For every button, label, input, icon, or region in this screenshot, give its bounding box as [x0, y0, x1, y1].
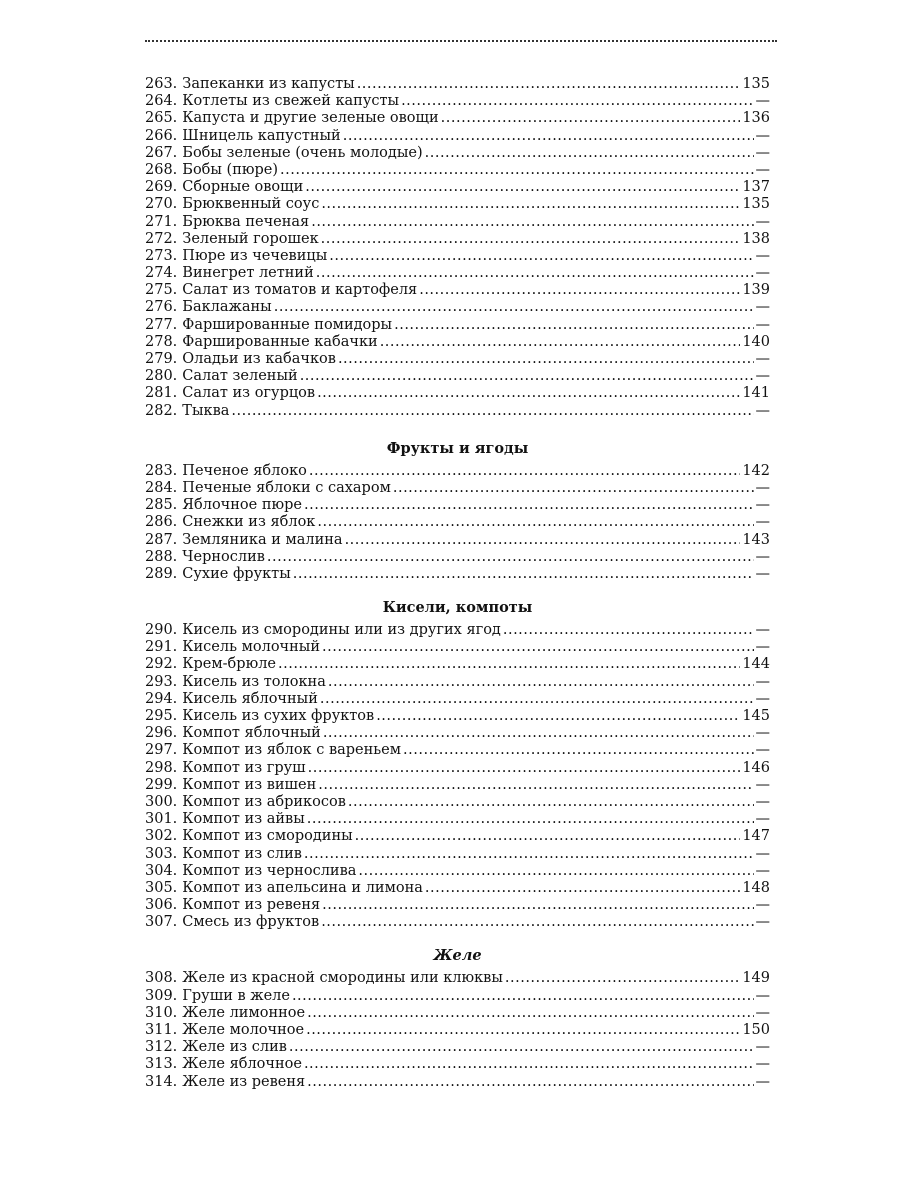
entry-title: Чернослив [182, 548, 265, 565]
entry-number: 293. [145, 673, 178, 690]
entry-page-number: 143 [742, 531, 770, 548]
entry-number: 283. [145, 462, 178, 479]
toc-entry [145, 282, 770, 299]
entry-page-number: — [755, 265, 770, 282]
entry-number: 302. [145, 828, 178, 845]
entry-page-number: — [755, 742, 770, 759]
toc-entry [145, 1056, 770, 1073]
entry-number: 295. [145, 708, 178, 724]
entry-title: Кисель яблочный [182, 690, 318, 707]
dot-leader [316, 265, 754, 282]
entry-title: Компот из яблок с вареньем [182, 742, 402, 759]
entry-title: Крем-брюле [182, 656, 276, 673]
entry-page-number: — [755, 897, 770, 914]
toc-entry [145, 656, 770, 673]
dot-leader [300, 368, 754, 385]
dot-leader [419, 282, 740, 299]
entry-page-number: 141 [742, 385, 770, 402]
dot-leader [328, 674, 754, 691]
entry-number: 297. [145, 742, 178, 759]
entry-number: 265. [145, 110, 178, 127]
entry-title: Пюре из чечевицы [182, 247, 328, 264]
entry-title: Тыква [182, 402, 230, 419]
toc-entry [145, 317, 770, 334]
top-dotted-rule [145, 40, 777, 42]
dot-leader [307, 1005, 753, 1022]
entry-page-number: — [755, 565, 770, 582]
toc-entry [145, 299, 770, 316]
entry-number: 291. [145, 639, 178, 656]
entry-page-number: — [755, 793, 770, 810]
entry-number: 277. [145, 316, 178, 333]
entry-title: Салат из огурцов [182, 385, 316, 402]
entry-number: 292. [145, 656, 178, 673]
entry-page-number: — [755, 351, 770, 367]
entry-title: Брюквенный соус [182, 196, 320, 213]
entry-number: 280. [145, 368, 178, 385]
entry-number: 267. [145, 144, 178, 161]
entry-page-number: — [755, 497, 770, 514]
dot-leader [321, 196, 740, 213]
entry-title: Фаршированные помидоры [182, 316, 393, 333]
entry-number: 263. [145, 76, 178, 92]
entry-title: Компот из вишен [182, 776, 317, 793]
entry-title: Сборные овощи [182, 179, 304, 196]
entry-page-number: — [755, 1039, 770, 1056]
dot-leader [322, 639, 753, 656]
entry-number: 271. [145, 213, 178, 230]
toc-entry [145, 162, 770, 179]
entry-page-number: 136 [742, 110, 770, 127]
toc-entry [145, 76, 770, 93]
entry-title: Баклажаны [182, 299, 272, 316]
entry-page-number: — [755, 144, 770, 161]
dot-leader [231, 403, 753, 420]
dot-leader [293, 566, 754, 583]
entry-title: Компот из чернослива [182, 862, 357, 879]
toc-entry [145, 988, 770, 1005]
toc-entry [145, 863, 770, 880]
toc-entry [145, 334, 770, 351]
toc-entry [145, 480, 770, 497]
entry-page-number: — [755, 479, 770, 496]
toc-entry [145, 351, 770, 368]
dot-leader [401, 93, 753, 110]
dot-leader [317, 385, 740, 402]
entry-number: 264. [145, 93, 178, 110]
entry-title: Капуста и другие зеленые овощи [182, 110, 439, 127]
entry-page-number: — [755, 247, 770, 264]
toc-entry [145, 145, 770, 162]
entry-number: 287. [145, 531, 178, 548]
entry-number: 294. [145, 690, 178, 707]
entry-title: Желе из слив [182, 1039, 287, 1056]
entry-number: 282. [145, 402, 178, 419]
toc-entry [145, 231, 770, 248]
entry-title: Оладьи из кабачков [182, 351, 336, 367]
entry-title: Желе яблочное [182, 1056, 302, 1073]
dot-leader [358, 863, 753, 880]
entry-title: Винегрет летний [182, 265, 314, 282]
toc-entry [145, 725, 770, 742]
dot-leader [280, 162, 753, 179]
dot-leader [376, 708, 740, 725]
toc-entry [145, 385, 770, 402]
dot-leader [322, 897, 753, 914]
toc-entry [145, 691, 770, 708]
dot-leader [307, 1074, 753, 1091]
entry-title: Компот из апельсина и лимона [182, 879, 423, 896]
entry-number: 314. [145, 1073, 178, 1090]
entry-page-number: — [755, 368, 770, 385]
entry-page-number: — [755, 1004, 770, 1021]
entry-number: 275. [145, 282, 178, 299]
entry-title: Земляника и малина [182, 531, 343, 548]
entry-title: Компот из ревеня [182, 897, 321, 914]
entry-title: Компот из груш [182, 759, 306, 776]
toc-entry [145, 1005, 770, 1022]
entry-page-number: — [755, 514, 770, 531]
toc-entry [145, 110, 770, 127]
entry-number: 290. [145, 622, 178, 639]
entry-page-number: 135 [742, 76, 770, 92]
entry-number: 308. [145, 970, 178, 987]
entry-title: Фаршированные кабачки [182, 333, 378, 350]
dot-leader [403, 742, 753, 759]
dot-leader [343, 128, 754, 145]
entry-number: 274. [145, 265, 178, 282]
toc-entry [145, 760, 770, 777]
entry-number: 272. [145, 230, 178, 247]
toc-entry [145, 463, 770, 480]
dot-leader [441, 110, 741, 127]
entry-page-number: — [755, 402, 770, 419]
entry-title: Котлеты из свежей капусты [182, 93, 400, 110]
toc-entry [145, 897, 770, 914]
dot-leader [308, 760, 741, 777]
entry-number: 309. [145, 987, 178, 1004]
entry-page-number: 148 [742, 879, 770, 896]
entry-page-number: 138 [742, 230, 770, 247]
entry-page-number: — [755, 776, 770, 793]
entry-page-number: — [755, 622, 770, 639]
dot-leader [292, 988, 754, 1005]
toc-entry [145, 639, 770, 656]
entry-title: Шницель капустный [182, 127, 341, 144]
dot-leader [320, 691, 754, 708]
dot-leader [289, 1039, 754, 1056]
entry-page-number: 135 [742, 196, 770, 213]
entry-title: Сухие фрукты [182, 565, 291, 582]
entry-page-number: — [755, 548, 770, 565]
entry-page-number: — [755, 161, 770, 178]
entry-number: 299. [145, 776, 178, 793]
toc-entry [145, 497, 770, 514]
entry-number: 289. [145, 565, 178, 582]
toc-entry [145, 970, 770, 987]
entry-page-number: 147 [742, 828, 770, 845]
entry-number: 279. [145, 351, 178, 367]
entry-page-number: 146 [742, 759, 770, 776]
entry-number: 284. [145, 479, 178, 496]
entry-number: 273. [145, 247, 178, 264]
toc-entry [145, 777, 770, 794]
entry-title: Бобы (пюре) [182, 161, 279, 178]
dot-leader [304, 497, 754, 514]
toc-entry [145, 128, 770, 145]
entry-title: Яблочное пюре [182, 497, 302, 514]
section-heading: Желе [433, 947, 482, 965]
entry-page-number: 144 [742, 656, 770, 673]
entry-number: 311. [145, 1022, 178, 1038]
entry-title: Снежки из яблок [182, 514, 316, 531]
entry-title: Желе лимонное [182, 1004, 306, 1021]
entry-title: Груши в желе [182, 987, 290, 1004]
toc-entry [145, 179, 770, 196]
entry-page-number: — [755, 690, 770, 707]
entry-number: 285. [145, 497, 178, 514]
entry-page-number: — [755, 725, 770, 742]
entry-title: Печеные яблоки с сахаром [182, 479, 391, 496]
dot-leader [304, 1056, 754, 1073]
dot-leader [306, 1022, 740, 1039]
entry-page-number: — [755, 93, 770, 110]
dot-leader [345, 532, 741, 549]
entry-number: 312. [145, 1039, 178, 1056]
toc-entry [145, 93, 770, 110]
dot-leader [278, 656, 740, 673]
entry-page-number: — [755, 1073, 770, 1090]
dot-leader [307, 811, 754, 828]
dot-leader [355, 828, 741, 845]
entry-title: Кисель молочный [182, 639, 321, 656]
toc-entry [145, 828, 770, 845]
entry-title: Желе из ревеня [182, 1073, 306, 1090]
entry-number: 303. [145, 845, 178, 862]
entry-number: 268. [145, 161, 178, 178]
toc-entry [145, 914, 770, 931]
entry-number: 288. [145, 548, 178, 565]
entry-page-number: — [755, 299, 770, 316]
toc-entry [145, 368, 770, 385]
toc-entry [145, 214, 770, 231]
entry-number: 306. [145, 897, 178, 914]
dot-leader [267, 549, 754, 566]
dot-leader [348, 794, 754, 811]
entry-page-number: — [755, 914, 770, 931]
dot-leader [304, 846, 754, 863]
toc-entry [145, 532, 770, 549]
toc-entry [145, 742, 770, 759]
entry-page-number: — [755, 127, 770, 144]
entry-page-number: 145 [742, 708, 770, 724]
dot-leader [323, 725, 754, 742]
dot-leader [274, 299, 754, 316]
entry-number: 266. [145, 127, 178, 144]
entry-page-number: 142 [742, 462, 770, 479]
entry-title: Салат зеленый [182, 368, 298, 385]
toc-entry [145, 846, 770, 863]
dot-leader [317, 514, 753, 531]
entry-title: Кисель из толокна [182, 673, 326, 690]
entry-number: 307. [145, 914, 178, 931]
table-of-contents [145, 76, 770, 1091]
entry-title: Брюква печеная [182, 213, 310, 230]
dot-leader [321, 231, 741, 248]
toc-entry [145, 622, 770, 639]
entry-page-number: 140 [742, 333, 770, 350]
entry-page-number: — [755, 316, 770, 333]
toc-entry [145, 196, 770, 213]
entry-page-number: 149 [742, 970, 770, 987]
entry-number: 298. [145, 759, 178, 776]
section-heading: Фрукты и ягоды [386, 439, 529, 457]
entry-title: Компот яблочный [182, 725, 321, 742]
toc-entry [145, 1022, 770, 1039]
toc-entry [145, 566, 770, 583]
entry-title: Желе молочное [182, 1022, 305, 1038]
entry-number: 305. [145, 879, 178, 896]
entry-number: 281. [145, 385, 178, 402]
dot-leader [321, 914, 753, 931]
entry-page-number: — [755, 862, 770, 879]
dot-leader [338, 351, 754, 368]
toc-entry [145, 1039, 770, 1056]
entry-title: Компот из смородины [182, 828, 353, 845]
dot-leader [503, 622, 754, 639]
dot-leader [309, 463, 740, 480]
entry-page-number: — [755, 845, 770, 862]
entry-number: 296. [145, 725, 178, 742]
entry-number: 276. [145, 299, 178, 316]
dot-leader [380, 334, 741, 351]
dot-leader [394, 317, 753, 334]
entry-page-number: 139 [742, 282, 770, 299]
toc-entry [145, 1074, 770, 1091]
entry-title: Печеное яблоко [182, 462, 307, 479]
entry-page-number: 137 [742, 179, 770, 196]
toc-entry [145, 880, 770, 897]
toc-entry [145, 794, 770, 811]
entry-title: Компот из слив [182, 845, 302, 862]
toc-entry [145, 708, 770, 725]
dot-leader [329, 248, 753, 265]
entry-page-number: — [755, 1056, 770, 1073]
entry-title: Запеканки из капусты [182, 76, 355, 92]
entry-title: Зеленый горошек [182, 230, 319, 247]
dot-leader [425, 880, 740, 897]
dot-leader [311, 214, 753, 231]
entry-number: 286. [145, 514, 178, 531]
entry-number: 313. [145, 1056, 178, 1073]
entry-number: 304. [145, 862, 178, 879]
dot-leader [357, 76, 741, 93]
toc-entry [145, 248, 770, 265]
entry-title: Компот из айвы [182, 811, 305, 828]
dot-leader [425, 145, 754, 162]
entry-number: 300. [145, 793, 178, 810]
dot-leader [393, 480, 754, 497]
entry-number: 310. [145, 1004, 178, 1021]
entry-page-number: — [755, 673, 770, 690]
toc-entry [145, 265, 770, 282]
toc-entry [145, 674, 770, 691]
entry-page-number: — [755, 213, 770, 230]
entry-number: 270. [145, 196, 178, 213]
entry-title: Компот из абрикосов [182, 793, 346, 810]
entry-title: Кисель из смородины или из других ягод [182, 622, 501, 639]
entry-number: 269. [145, 179, 178, 196]
dot-leader [305, 179, 740, 196]
entry-title: Салат из томатов и картофеля [182, 282, 418, 299]
entry-page-number: — [755, 639, 770, 656]
toc-entry [145, 811, 770, 828]
entry-title: Смесь из фруктов [182, 914, 320, 931]
toc-entry [145, 514, 770, 531]
entry-number: 301. [145, 811, 178, 828]
toc-entry [145, 549, 770, 566]
entry-number: 278. [145, 333, 178, 350]
toc-entry [145, 403, 770, 420]
section-heading: Кисели, компоты [382, 599, 533, 617]
entry-page-number: 150 [742, 1022, 770, 1038]
entry-page-number: — [755, 987, 770, 1004]
dot-leader [318, 777, 753, 794]
dot-leader [505, 970, 740, 987]
entry-title: Бобы зеленые (очень молодые) [182, 144, 423, 161]
entry-page-number: — [755, 811, 770, 828]
entry-title: Желе из красной смородины или клюквы [182, 970, 503, 987]
entry-title: Кисель из сухих фруктов [182, 708, 375, 724]
